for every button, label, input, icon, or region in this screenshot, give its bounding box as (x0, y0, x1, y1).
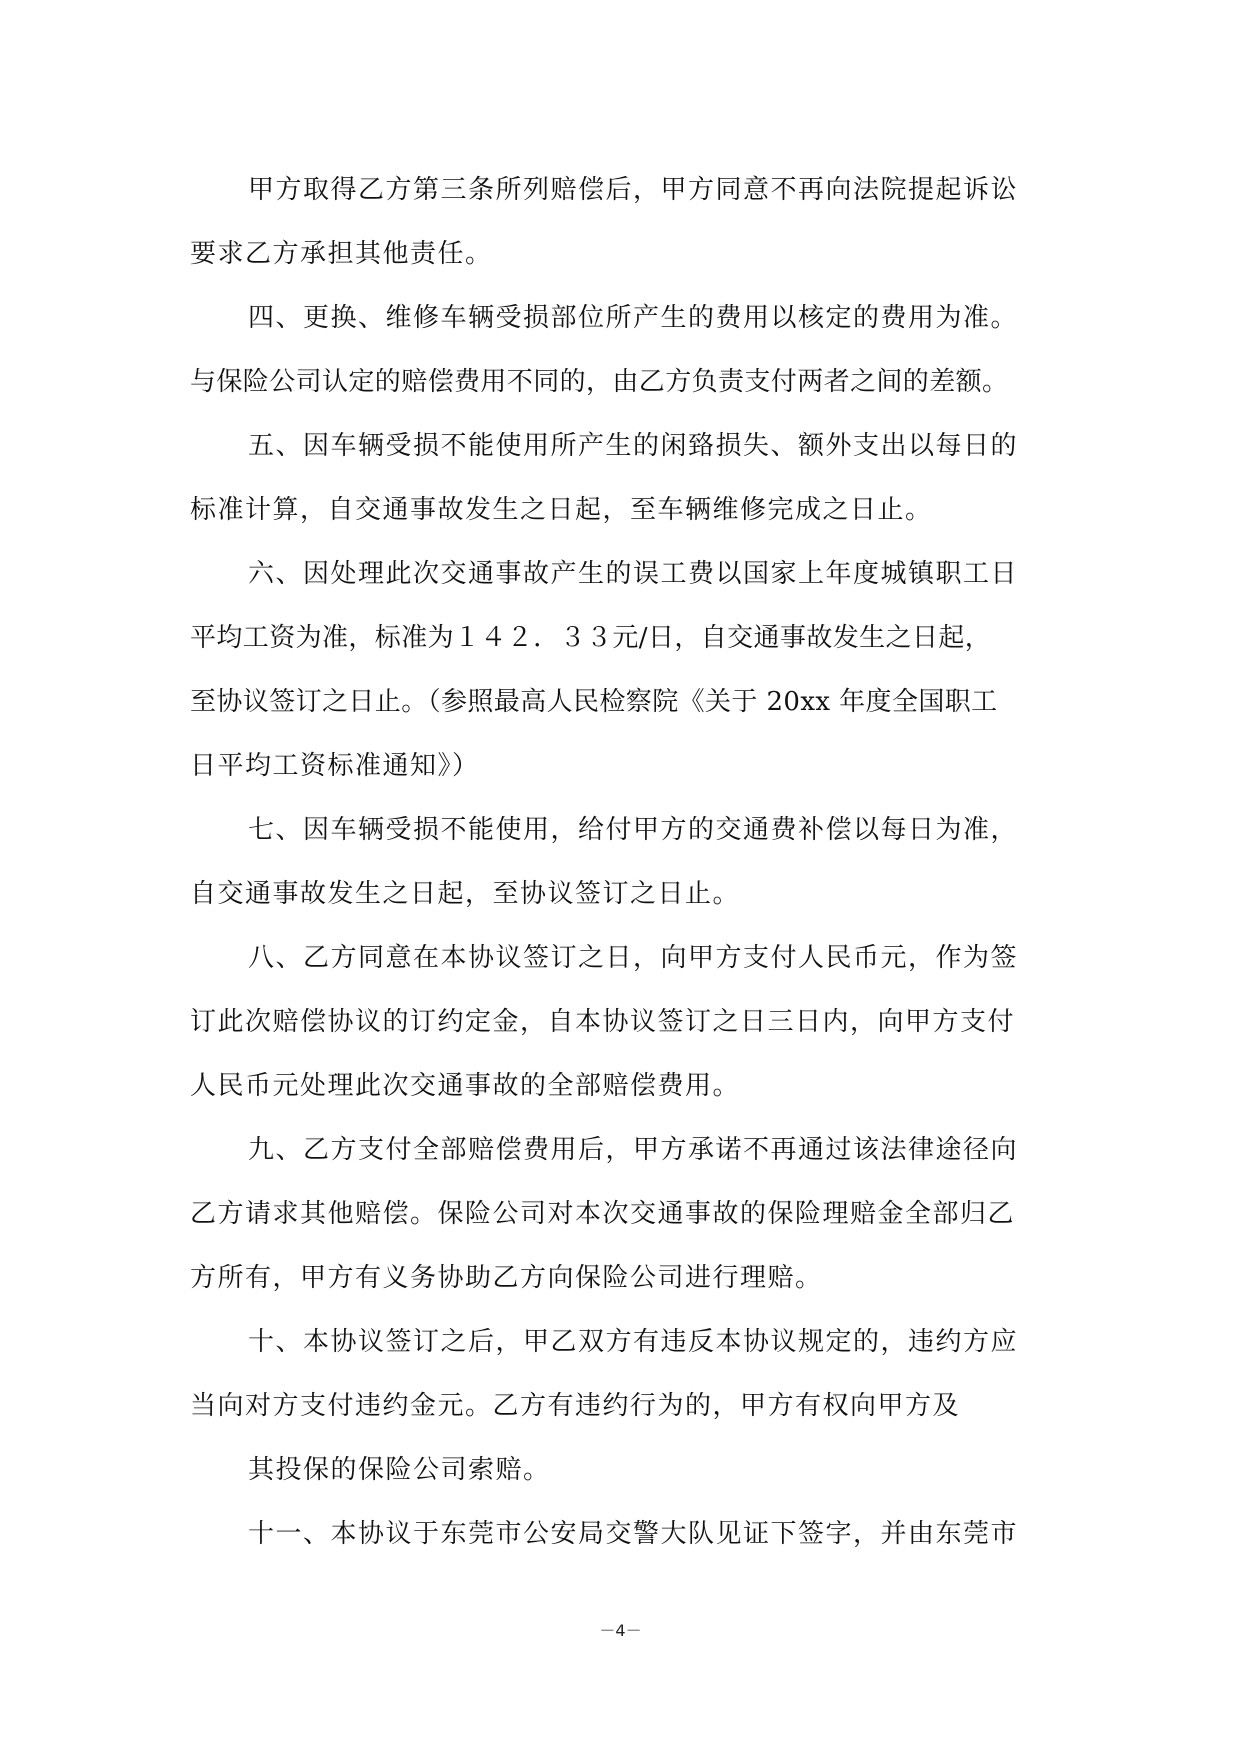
text-line-20: 当向对方支付违约金元。乙方有违约行为的，甲方有权向甲方及 (190, 1391, 961, 1421)
text-line-16: 九、乙方支付全部赔偿费用后，甲方承诺不再通过该法律途径向 (248, 1135, 1019, 1165)
text-line-6: 标准计算，自交通事故发生之日起，至车辆维修完成之日止。 (190, 495, 933, 525)
text-line-5: 五、因车辆受损不能使用所产生的闲臵损失、额外支出以每日的 (248, 431, 1019, 461)
text-line-13: 八、乙方同意在本协议签订之日，向甲方支付人民币元，作为签 (248, 943, 1019, 973)
text-line-1: 甲方取得乙方第三条所列赔偿后，甲方同意不再向法院提起诉讼 (248, 175, 1019, 205)
text-line-22: 十一、本协议于东莞市公安局交警大队见证下签字，并由东莞市 (248, 1519, 1019, 1549)
page-number: －4－ (599, 1621, 642, 1640)
text-line-14: 订此次赔偿协议的订约定金，自本协议签订之日三日内，向甲方支付 (190, 1007, 1016, 1037)
text-line-2: 要求乙方承担其他责任。 (190, 239, 493, 269)
text-line-17: 乙方请求其他赔偿。保险公司对本次交通事故的保险理赔金全部归乙 (190, 1199, 1016, 1229)
document-body (190, 158, 1060, 1566)
text-line-7: 六、因处理此次交通事故产生的误工费以国家上年度城镇职工日 (248, 559, 1019, 589)
text-line-9: 至协议签订之日止。（参照最高人民检察院《关于 20xx 年度全国职工 (190, 687, 998, 717)
text-line-19: 十、本协议签订之后，甲乙双方有违反本协议规定的，违约方应 (248, 1327, 1019, 1357)
text-line-11: 七、因车辆受损不能使用，给付甲方的交通费补偿以每日为准， (248, 815, 1019, 845)
text-line-4: 与保险公司认定的赔偿费用不同的，由乙方负责支付两者之间的差额。 (190, 367, 1009, 397)
text-line-3: 四、更换、维修车辆受损部位所产生的费用以核定的费用为准。 (248, 303, 1019, 333)
text-line-10: 日平均工资标准通知》） (190, 751, 480, 781)
text-line-18: 方所有，甲方有义务协助乙方向保险公司进行理赔。 (190, 1263, 823, 1293)
text-line-12: 自交通事故发生之日起，至协议签订之日止。 (190, 879, 741, 909)
text-line-21: 其投保的保险公司索赔。 (248, 1455, 551, 1485)
text-line-8: 平均工资为准，标准为１４２．３３元/日，自交通事故发生之日起， (190, 623, 992, 653)
text-line-15: 人民币元处理此次交通事故的全部赔偿费用。 (190, 1071, 741, 1101)
